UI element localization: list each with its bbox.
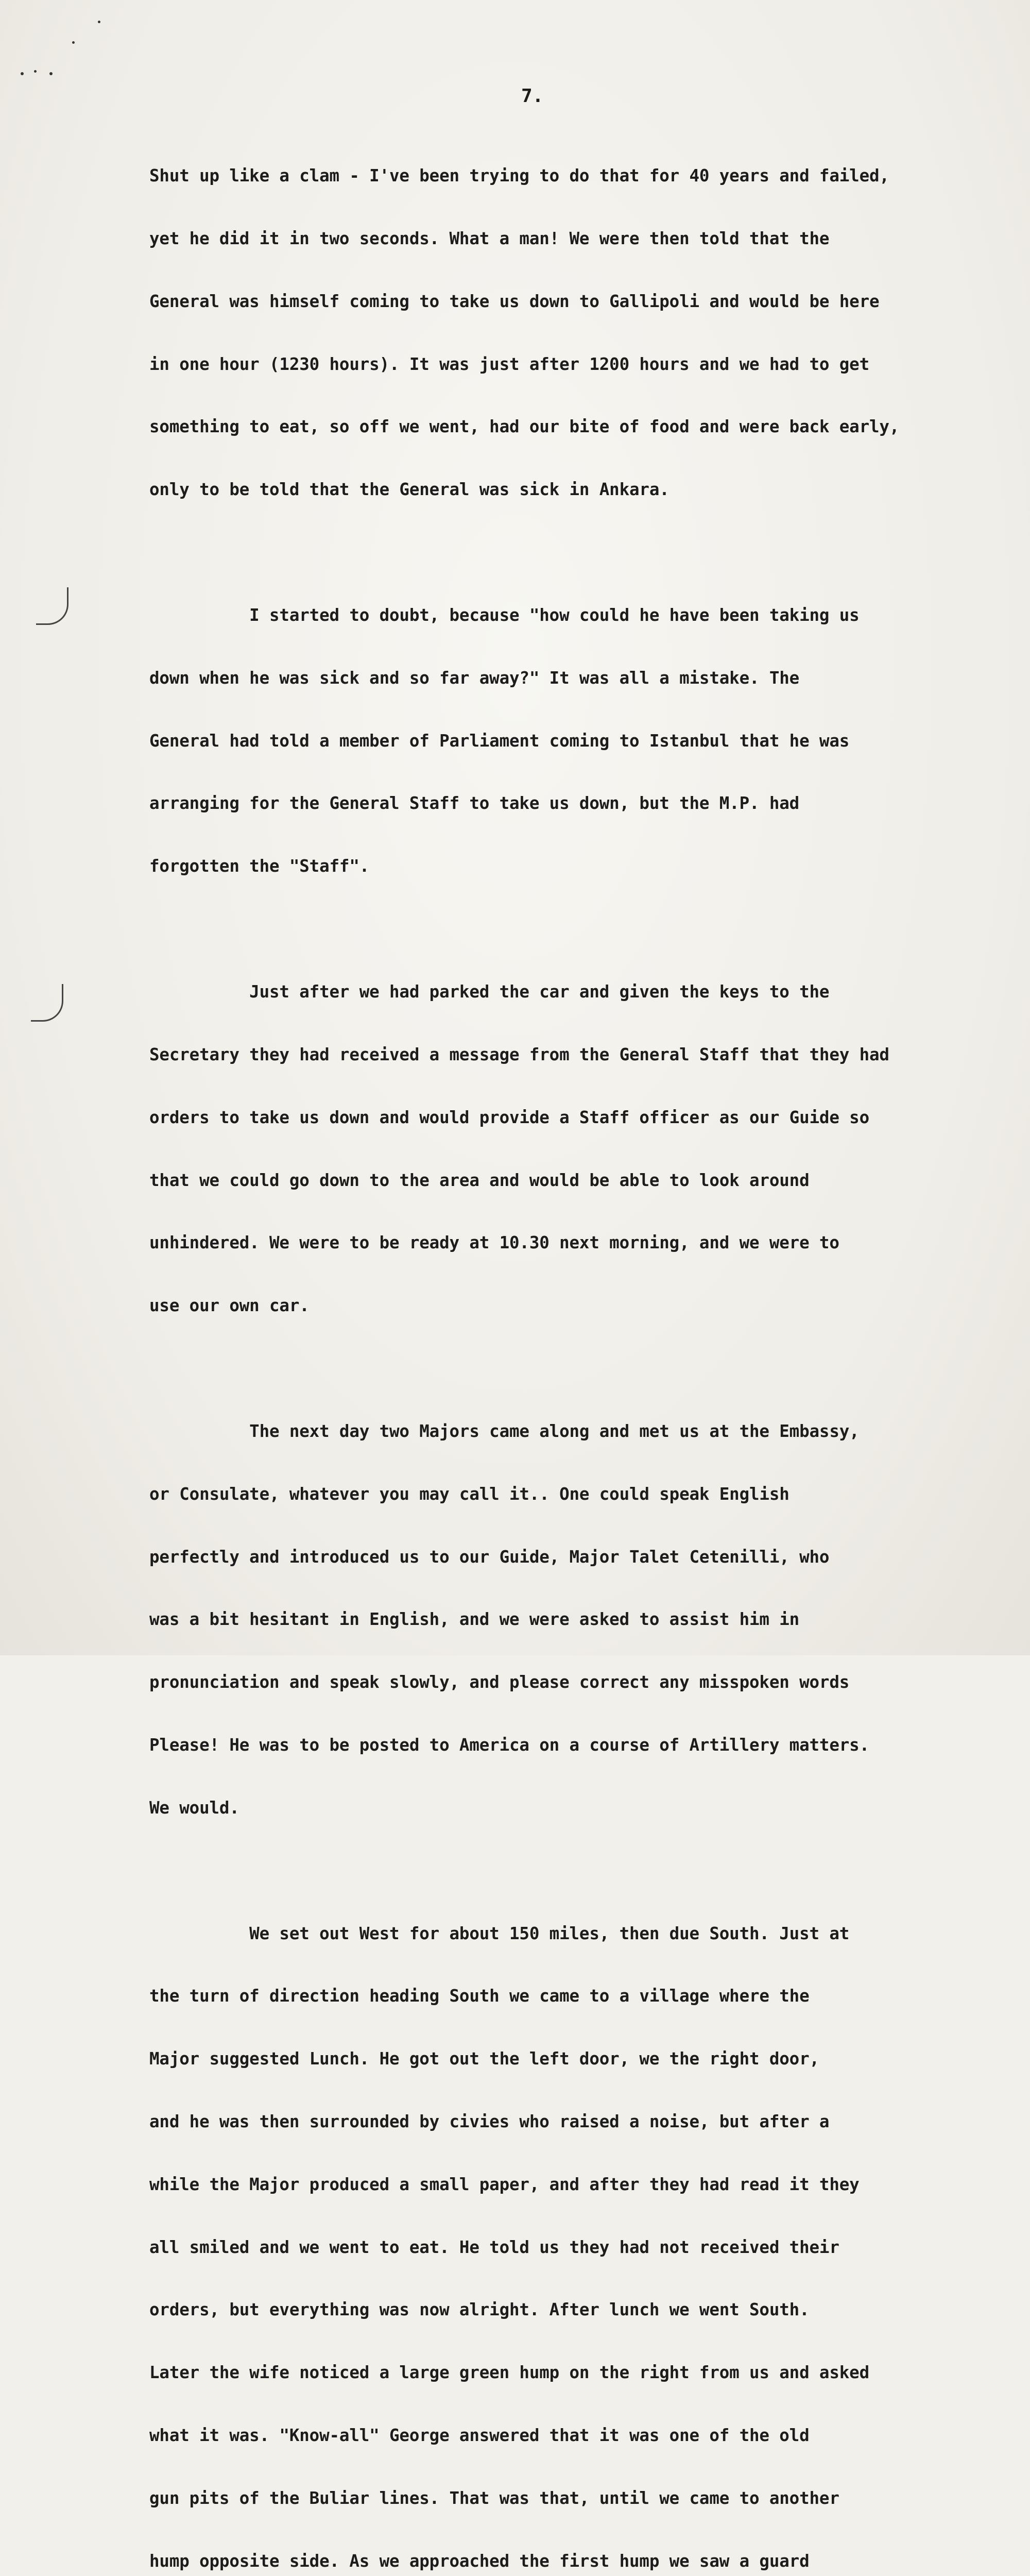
text-line: orders, but everything was now alright. After lunch we went South. [149, 2299, 953, 2320]
scan-speck [21, 72, 24, 75]
paragraph [149, 563, 953, 919]
text-line: Later the wife noticed a large green hump on the right from us and asked [149, 2362, 953, 2383]
text-line: in one hour (1230 hours). It was just after 1200 hours and we had to get [149, 354, 953, 375]
text-line: hump opposite side. As we approached the first hump we saw a guard [149, 2551, 953, 2572]
scan-speck [98, 21, 100, 23]
text-line: gun pits of the Buliar lines. That was that, until we came to another [149, 2488, 953, 2509]
text-line: Major suggested Lunch. He got out the left door, we the right door, [149, 2048, 953, 2070]
page-number: 7. [521, 86, 543, 107]
paragraph [149, 124, 953, 542]
text-line: use our own car. [149, 1295, 953, 1316]
text-line: what it was. "Know-all" George answered that it was one of the old [149, 2425, 953, 2446]
scan-speck [49, 72, 53, 75]
scan-speck [34, 70, 37, 73]
text-line: that we could go down to the area and would be able to look around [149, 1170, 953, 1191]
text-line: Shut up like a clam - I've been trying to do that for 40 years and failed, [149, 165, 953, 187]
paragraph [149, 1882, 953, 2576]
paragraph [149, 940, 953, 1358]
text-line: while the Major produced a small paper, and after they had read it they [149, 2174, 953, 2195]
text-line: forgotten the "Staff". [149, 856, 953, 877]
text-line: Secretary they had received a message from the General Staff that they had [149, 1044, 953, 1065]
text-line: orders to take us down and would provide a Staff officer as our Guide so [149, 1107, 953, 1128]
text-line: pronunciation and speak slowly, and please correct any misspoken words [149, 1672, 953, 1693]
text-line: We set out West for about 150 miles, then due South. Just at [149, 1923, 953, 1944]
text-line: yet he did it in two seconds. What a man! We were then told that the [149, 228, 953, 249]
text-line: Please! He was to be posted to America on a course of Artillery matters. [149, 1735, 953, 1756]
text-line: General had told a member of Parliament coming to Istanbul that he was [149, 731, 953, 752]
text-line: and he was then surrounded by civies who raised a noise, but after a [149, 2111, 953, 2132]
text-line: Just after we had parked the car and given the keys to the [149, 981, 953, 1003]
paragraph [149, 1379, 953, 1860]
margin-mark [36, 587, 68, 625]
text-line: We would. [149, 1798, 953, 1819]
text-line: General was himself coming to take us down to Gallipoli and would be here [149, 291, 953, 312]
body-text [149, 124, 953, 2576]
text-line: only to be told that the General was sick in Ankara. [149, 479, 953, 500]
text-line: all smiled and we went to eat. He told us they had not received their [149, 2237, 953, 2258]
margin-mark [31, 984, 63, 1022]
text-line: the turn of direction heading South we came to a village where the [149, 1986, 953, 2007]
text-line: perfectly and introduced us to our Guide, Major Talet Cetenilli, who [149, 1547, 953, 1568]
text-line: The next day two Majors came along and met us at the Embassy, [149, 1421, 953, 1442]
text-line: unhindered. We were to be ready at 10.30 next morning, and we were to [149, 1232, 953, 1253]
text-line: was a bit hesitant in English, and we were asked to assist him in [149, 1609, 953, 1630]
text-line: down when he was sick and so far away?" It was all a mistake. The [149, 668, 953, 689]
text-line: arranging for the General Staff to take us down, but the M.P. had [149, 793, 953, 814]
scan-speck [72, 41, 75, 44]
text-line: or Consulate, whatever you may call it.. One could speak English [149, 1484, 953, 1505]
text-line: I started to doubt, because "how could he have been taking us [149, 605, 953, 626]
text-line: something to eat, so off we went, had our bite of food and were back early, [149, 416, 953, 437]
